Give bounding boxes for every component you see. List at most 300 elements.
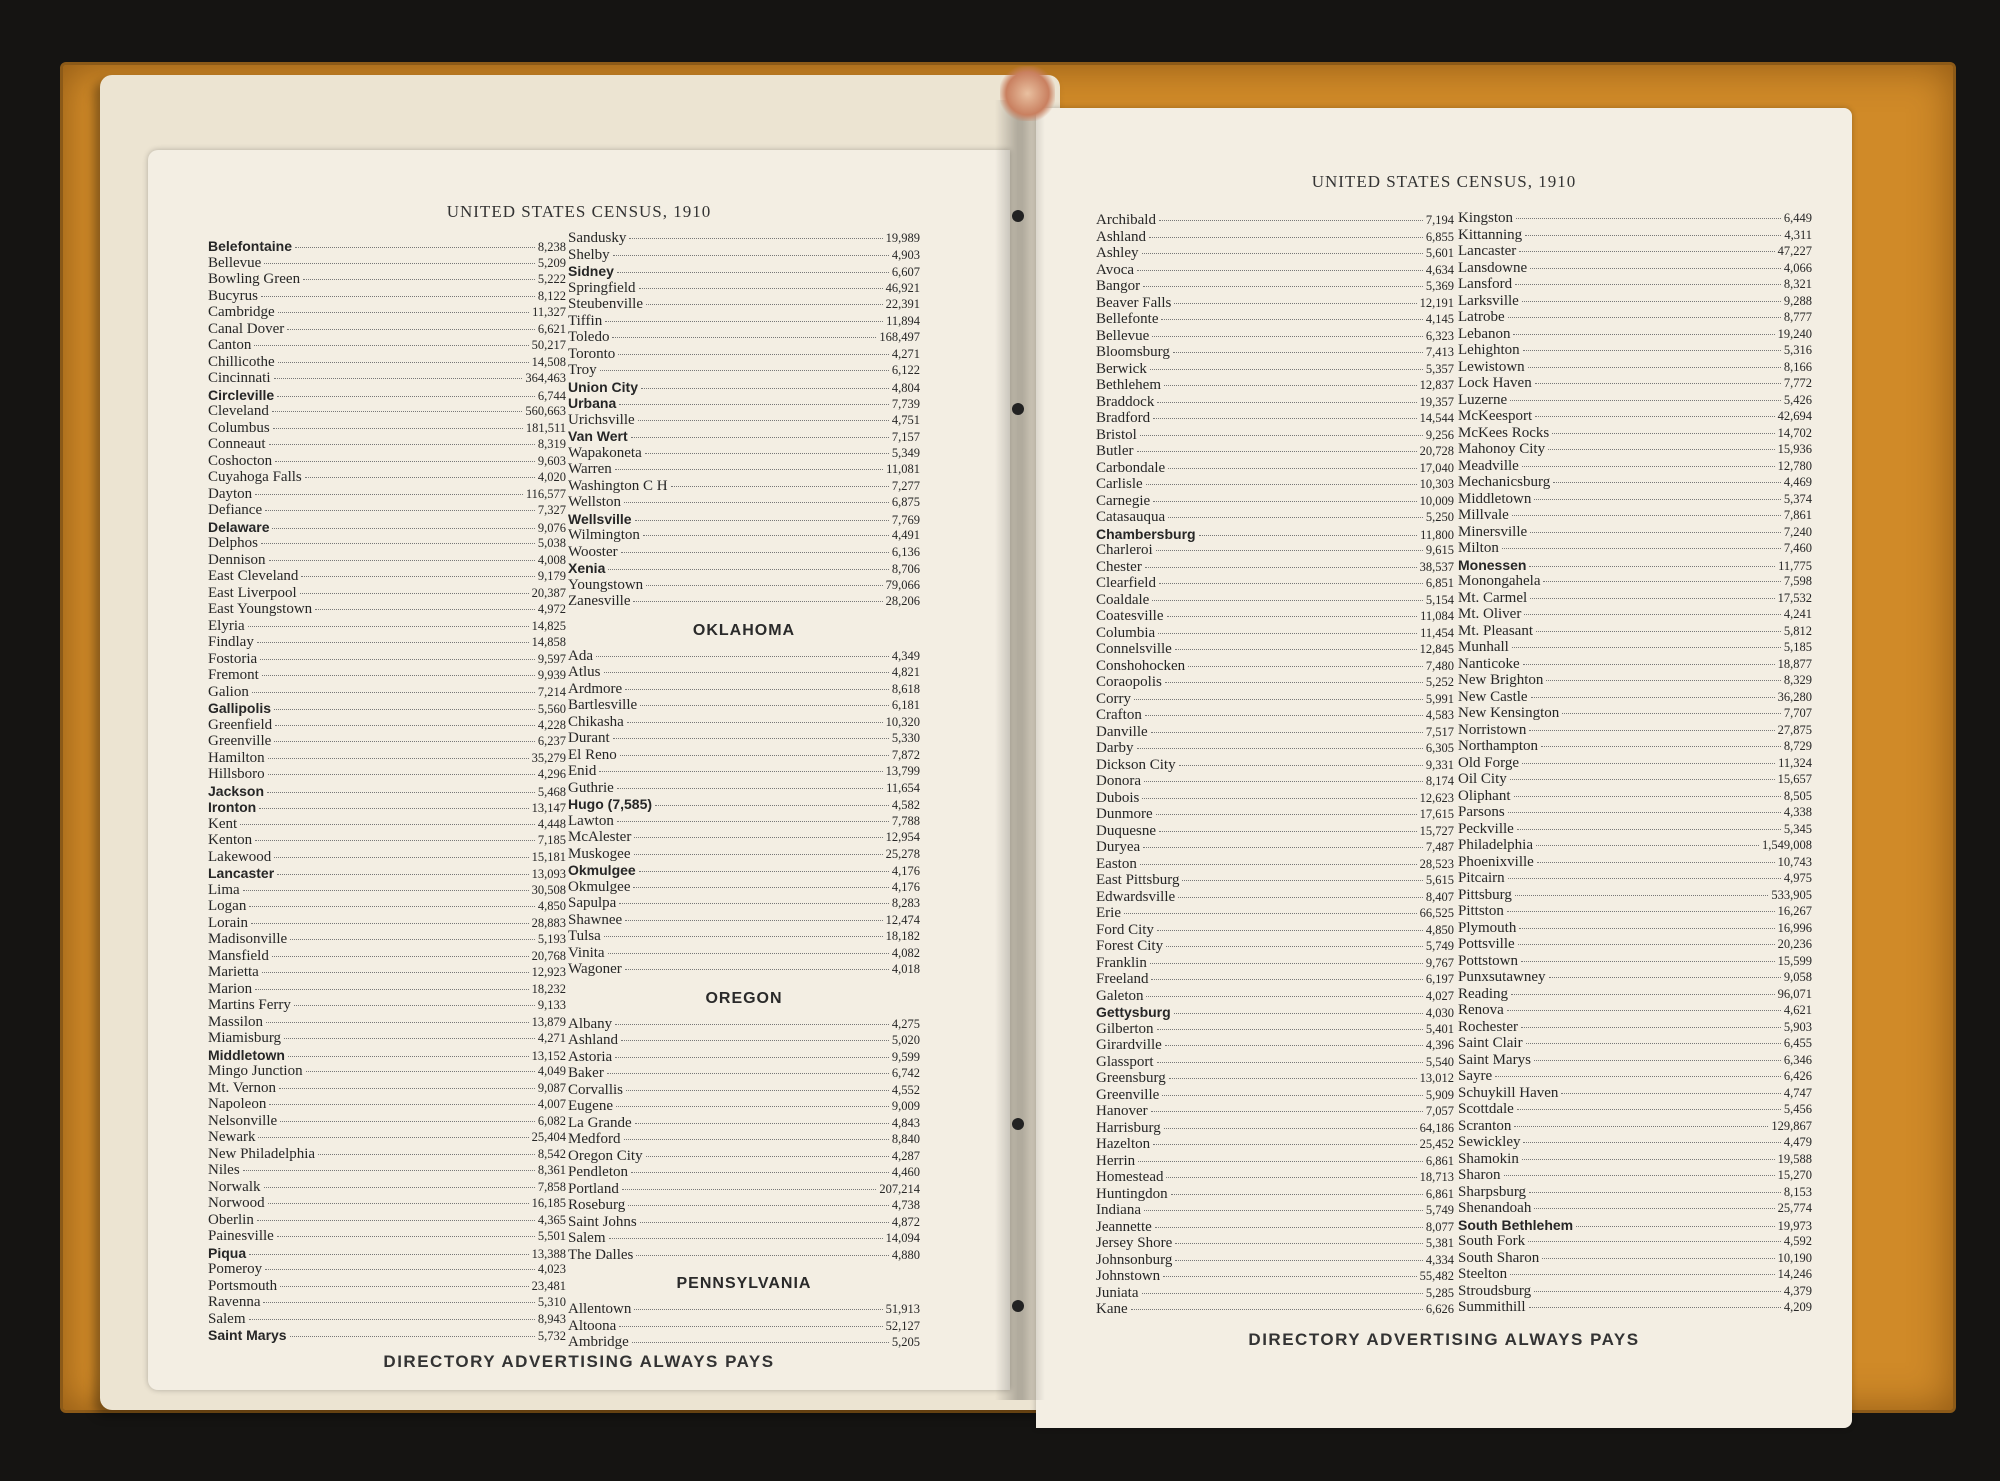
city-population: 12,191 [1419, 295, 1454, 310]
city-name: Bristol [1096, 426, 1137, 443]
city-name: Catasauqua [1096, 509, 1166, 525]
city-name: Oregon City [568, 1147, 643, 1164]
dot-leader [268, 774, 535, 775]
city-population: 17,040 [1419, 460, 1454, 475]
city-population: 8,706 [891, 562, 920, 576]
city-population: 36,280 [1777, 689, 1812, 704]
city-entry [568, 1214, 920, 1231]
city-entry [1096, 1301, 1454, 1318]
city-population: 12,845 [1419, 642, 1454, 656]
city-entry [1096, 394, 1454, 411]
city-entry [208, 948, 566, 965]
city-entry [568, 1164, 920, 1181]
city-entry [1096, 757, 1454, 774]
dot-leader [1143, 286, 1423, 287]
city-population: 10,190 [1777, 1250, 1812, 1265]
city-population: 51,913 [885, 1302, 920, 1316]
city-name: Oil City [1458, 771, 1507, 787]
dot-leader [640, 705, 889, 706]
city-name: Duquesne [1096, 822, 1156, 839]
city-entry [1458, 755, 1812, 772]
city-name: Clearfield [1096, 575, 1156, 591]
city-population: 14,825 [531, 618, 566, 633]
dot-leader [613, 255, 889, 256]
city-population: 10,320 [885, 714, 920, 729]
city-population: 19,357 [1419, 394, 1454, 409]
city-name: Jersey Shore [1096, 1235, 1173, 1251]
city-entry [1458, 689, 1812, 706]
city-population: 9,179 [537, 569, 566, 583]
city-population: 6,197 [1425, 972, 1454, 986]
city-entry [1096, 476, 1454, 493]
city-name: Columbia [1096, 624, 1156, 641]
dot-leader [254, 345, 528, 346]
city-population: 22,391 [885, 297, 920, 311]
city-population: 14,702 [1777, 425, 1812, 440]
dot-leader [268, 758, 529, 759]
dot-leader [255, 840, 535, 841]
city-entry [1096, 344, 1454, 361]
dot-leader [1517, 829, 1781, 830]
city-entry [1458, 425, 1812, 442]
city-entry [1458, 606, 1812, 623]
city-entry [208, 1311, 566, 1328]
city-name: El Reno [568, 746, 617, 763]
dot-leader [261, 296, 535, 297]
city-name: Sapulpa [568, 895, 617, 911]
city-name: Greensburg [1096, 1070, 1166, 1086]
city-entry [568, 1301, 920, 1318]
city-entry [1096, 1169, 1454, 1186]
dot-leader [264, 263, 535, 264]
city-population: 13,388 [531, 1246, 566, 1261]
city-name: Lancaster [208, 865, 275, 881]
dot-leader [1537, 862, 1775, 863]
city-population: 8,777 [1783, 310, 1812, 324]
city-population: 13,093 [531, 867, 566, 881]
city-entry [1458, 1019, 1812, 1036]
dot-leader [632, 1342, 889, 1343]
dot-leader [625, 920, 882, 921]
dot-leader [1175, 1260, 1422, 1261]
city-entry [1458, 359, 1812, 376]
city-population: 7,185 [537, 833, 566, 847]
dot-leader [617, 272, 889, 273]
city-entry [208, 469, 566, 486]
city-name: Saint Marys [208, 1327, 287, 1343]
city-name: Hazelton [1096, 1136, 1151, 1152]
city-name: Pomeroy [208, 1261, 263, 1277]
city-entry [208, 898, 566, 915]
city-name: Braddock [1096, 393, 1155, 410]
city-entry [1096, 740, 1454, 757]
city-population: 8,174 [1425, 774, 1454, 788]
city-name: Milton [1458, 540, 1499, 556]
city-population: 4,296 [537, 767, 566, 781]
dot-leader [627, 722, 883, 723]
city-population: 4,311 [1784, 227, 1812, 242]
city-population: 4,903 [891, 247, 920, 262]
city-name: Minersville [1458, 523, 1528, 540]
dot-leader [1511, 994, 1775, 995]
city-entry [1458, 1217, 1812, 1234]
city-population: 6,744 [537, 388, 566, 403]
city-population: 7,517 [1425, 724, 1454, 739]
city-entry [568, 1115, 920, 1132]
city-population: 7,413 [1425, 345, 1454, 359]
dot-leader [274, 741, 535, 742]
city-name: Meadville [1458, 457, 1519, 474]
city-name: Cincinnati [208, 370, 271, 386]
city-entry [208, 453, 566, 470]
city-name: Shenandoah [1458, 1200, 1532, 1216]
city-entry [1096, 1103, 1454, 1120]
city-name: Beaver Falls [1096, 294, 1172, 311]
city-name: Painesville [208, 1228, 274, 1244]
dot-leader [1140, 864, 1417, 865]
city-population: 7,707 [1783, 706, 1812, 720]
city-population: 8,618 [891, 681, 920, 696]
city-entry [208, 304, 566, 321]
city-name: Erie [1096, 905, 1121, 921]
city-name: Jeannette [1096, 1218, 1152, 1235]
city-entry [208, 981, 566, 998]
city-name: Nelsonville [208, 1112, 278, 1129]
city-name: Gallipolis [208, 700, 272, 716]
city-population: 533,905 [1771, 887, 1812, 902]
dot-leader [643, 535, 889, 536]
city-entry [568, 577, 920, 594]
city-population: 18,877 [1777, 656, 1812, 671]
city-entry [1096, 262, 1454, 279]
city-entry [1096, 410, 1454, 427]
city-entry [1458, 1167, 1812, 1184]
city-name: Carbondale [1096, 459, 1166, 476]
city-name: South Sharon [1458, 1249, 1540, 1266]
city-entry [1458, 738, 1812, 755]
city-population: 5,330 [891, 731, 920, 745]
city-entry [1458, 309, 1812, 326]
city-entry [208, 1278, 566, 1295]
city-population: 11,081 [886, 462, 920, 476]
city-name: Durant [568, 730, 610, 746]
city-population: 4,738 [891, 1198, 920, 1212]
city-name: Atlus [568, 664, 601, 680]
dot-leader [1553, 482, 1781, 483]
city-name: Bethlehem [1096, 377, 1161, 393]
city-population: 4,049 [537, 1064, 566, 1078]
city-name: Lehighton [1458, 342, 1520, 358]
city-name: Shelby [568, 246, 610, 263]
city-name: Norwalk [208, 1178, 261, 1195]
city-name: Galion [208, 683, 249, 700]
city-entry [568, 730, 920, 747]
dot-leader [1134, 699, 1423, 700]
city-name: East Liverpool [208, 584, 297, 601]
city-population: 4,020 [537, 470, 566, 484]
dot-leader [600, 370, 889, 371]
city-name: Kittanning [1458, 226, 1523, 243]
dot-leader [1512, 515, 1781, 516]
city-name: Oberlin [208, 1211, 254, 1228]
city-population: 4,008 [537, 552, 566, 567]
city-entry [1458, 243, 1812, 260]
city-name: Ford City [1096, 921, 1154, 938]
city-population: 8,361 [537, 1163, 566, 1177]
city-population: 7,858 [537, 1179, 566, 1194]
dot-leader [631, 1172, 889, 1173]
dot-leader [1153, 418, 1416, 419]
dot-leader [641, 388, 889, 389]
city-population: 7,487 [1425, 840, 1454, 854]
dot-leader [1515, 895, 1768, 896]
dot-leader [1166, 946, 1423, 947]
city-entry [568, 1082, 920, 1099]
city-name: Ardmore [568, 680, 623, 697]
city-entry [1458, 326, 1812, 343]
city-entry [1458, 524, 1812, 541]
city-entry [208, 1228, 566, 1245]
city-name: Saint Marys [1458, 1051, 1531, 1068]
city-entry [1458, 210, 1812, 227]
city-name: Medford [568, 1131, 621, 1147]
city-name: Toledo [568, 329, 610, 345]
city-population: 5,991 [1425, 691, 1454, 706]
city-name: Dayton [208, 485, 253, 502]
dot-leader [1510, 400, 1781, 401]
city-entry [208, 964, 566, 981]
city-entry [1458, 1052, 1812, 1069]
dot-leader [1548, 449, 1775, 450]
city-name: Larksville [1458, 292, 1519, 309]
city-name: Wapakoneta [568, 444, 642, 461]
dot-leader [1145, 715, 1423, 716]
dot-leader [1521, 961, 1775, 962]
city-population: 4,228 [537, 717, 566, 732]
city-name: Massilon [208, 1013, 264, 1030]
dot-leader [257, 642, 529, 643]
city-entry [208, 832, 566, 849]
city-entry [1458, 722, 1812, 739]
city-entry [1096, 839, 1454, 856]
city-name: Gilberton [1096, 1020, 1154, 1037]
dot-leader [1552, 433, 1774, 434]
dot-leader [631, 437, 889, 438]
city-population: 7,772 [1783, 376, 1812, 390]
city-population: 5,020 [891, 1033, 920, 1047]
city-population: 4,850 [1425, 922, 1454, 937]
city-entry [1096, 295, 1454, 312]
city-entry [208, 618, 566, 635]
city-entry [568, 1334, 920, 1351]
city-name: Altoona [568, 1317, 617, 1334]
city-population: 4,209 [1783, 1300, 1812, 1314]
city-name: Pitcairn [1458, 870, 1505, 886]
city-population: 25,452 [1419, 1137, 1454, 1151]
city-entry [208, 717, 566, 734]
city-name: Glassport [1096, 1053, 1154, 1070]
city-entry [1096, 575, 1454, 592]
city-entry [1096, 971, 1454, 988]
dot-leader [634, 837, 882, 838]
city-population: 4,850 [537, 899, 566, 913]
city-population: 5,316 [1783, 343, 1812, 357]
city-entry [1096, 872, 1454, 889]
city-name: Munhall [1458, 639, 1509, 655]
city-entry [208, 1129, 566, 1146]
city-entry [568, 846, 920, 863]
city-population: 10,009 [1419, 493, 1454, 508]
city-name: Warren [568, 461, 612, 477]
city-name: Norwood [208, 1195, 265, 1211]
dot-leader [1514, 796, 1781, 797]
city-name: Oliphant [1458, 787, 1511, 804]
city-entry [208, 1146, 566, 1163]
dot-leader [634, 1309, 882, 1310]
city-entry [568, 296, 920, 313]
city-name: Kingston [1458, 210, 1514, 226]
city-name: Cambridge [208, 304, 275, 320]
city-name: Lewistown [1458, 358, 1525, 375]
city-entry [1096, 328, 1454, 345]
dot-leader [273, 428, 523, 429]
city-population: 7,327 [537, 503, 566, 517]
dot-leader [1153, 501, 1416, 502]
city-name: Muskogee [568, 845, 631, 862]
dot-leader [1165, 682, 1423, 683]
dot-leader [294, 1005, 535, 1006]
dot-leader [1517, 1109, 1781, 1110]
city-name: Ravenna [208, 1294, 261, 1310]
dot-leader [1519, 251, 1774, 252]
dot-leader [618, 354, 889, 355]
city-population: 11,084 [1420, 609, 1454, 623]
city-population: 79,066 [885, 577, 920, 592]
city-name: Albany [568, 1015, 613, 1032]
dot-leader [257, 1220, 535, 1221]
city-population: 64,186 [1419, 1120, 1454, 1135]
dot-leader [605, 321, 883, 322]
city-population: 11,775 [1778, 558, 1812, 573]
city-name: Edwardsville [1096, 888, 1176, 905]
dot-leader [1522, 763, 1775, 764]
city-population: 6,082 [537, 1113, 566, 1128]
city-name: Ashley [1096, 245, 1139, 261]
dot-leader [260, 659, 535, 660]
dot-leader [615, 1024, 889, 1025]
binding-stitch [1012, 1118, 1024, 1130]
city-population: 19,989 [885, 231, 920, 245]
city-name: Bellevue [208, 254, 262, 271]
city-entry [1458, 936, 1812, 953]
city-name: Mingo Junction [208, 1063, 303, 1079]
city-name: Madisonville [208, 931, 288, 947]
city-name: Mansfield [208, 947, 269, 964]
city-name: Crafton [1096, 707, 1142, 723]
city-entry [1096, 1021, 1454, 1038]
city-entry [1096, 790, 1454, 807]
city-entry [208, 997, 566, 1014]
city-population: 13,152 [531, 1048, 566, 1063]
city-population: 6,455 [1783, 1036, 1812, 1050]
city-population: 14,094 [885, 1231, 920, 1245]
city-population: 9,076 [537, 520, 566, 535]
city-name: Vinita [568, 944, 605, 961]
dot-leader [636, 1255, 888, 1256]
dot-leader [290, 939, 535, 940]
city-entry [1458, 260, 1812, 277]
city-name: Greenville [1096, 1086, 1160, 1103]
city-population: 25,404 [531, 1130, 566, 1144]
city-name: Portsmouth [208, 1277, 278, 1294]
city-entry [1458, 969, 1812, 986]
city-entry [1096, 460, 1454, 477]
city-name: Johnsonburg [1096, 1251, 1173, 1268]
city-population: 5,185 [1783, 640, 1812, 654]
city-entry [1096, 625, 1454, 642]
city-entry [568, 961, 920, 978]
city-name: Rochester [1458, 1018, 1518, 1035]
dot-leader [279, 1088, 535, 1089]
dot-leader [1146, 996, 1422, 997]
city-population: 9,133 [537, 998, 566, 1012]
dot-leader [619, 903, 889, 904]
city-entry [1096, 526, 1454, 543]
dot-leader [639, 871, 889, 872]
city-name: Reading [1458, 985, 1508, 1002]
city-population: 6,875 [891, 495, 920, 509]
dot-leader [1137, 748, 1423, 749]
city-population: 15,599 [1777, 953, 1812, 968]
dot-leader [265, 510, 535, 511]
dot-leader [619, 404, 889, 405]
city-population: 23,481 [531, 1278, 566, 1293]
city-entry [568, 697, 920, 714]
city-name: Eugene [568, 1098, 613, 1114]
city-entry [568, 395, 920, 412]
city-name: Lebanon [1458, 325, 1511, 342]
city-entry [1458, 392, 1812, 409]
city-population: 5,401 [1425, 1021, 1454, 1036]
city-population: 4,751 [891, 412, 920, 427]
dot-leader [274, 857, 528, 858]
dot-leader [624, 1139, 889, 1140]
city-name: Gettysburg [1096, 1004, 1171, 1020]
city-population: 7,277 [891, 478, 920, 493]
city-entry [1458, 1184, 1812, 1201]
city-name: Kent [208, 815, 238, 832]
city-name: Northampton [1458, 738, 1538, 754]
city-entry [1458, 474, 1812, 491]
dot-leader [645, 453, 889, 454]
dot-leader [1167, 616, 1418, 617]
dot-leader [620, 755, 889, 756]
city-entry [568, 1247, 920, 1264]
city-entry [1458, 1233, 1812, 1250]
city-name: Shawnee [568, 911, 623, 928]
city-population: 28,206 [885, 594, 920, 608]
dot-leader [264, 1187, 535, 1188]
city-name: Logan [208, 898, 247, 914]
city-population: 5,345 [1783, 821, 1812, 836]
city-name: Avoca [1096, 261, 1135, 278]
city-name: Xenia [568, 560, 606, 576]
city-entry [568, 560, 920, 577]
city-entry [208, 337, 566, 354]
city-entry [1096, 311, 1454, 328]
city-population: 5,749 [1425, 939, 1454, 953]
city-population: 9,087 [537, 1080, 566, 1095]
